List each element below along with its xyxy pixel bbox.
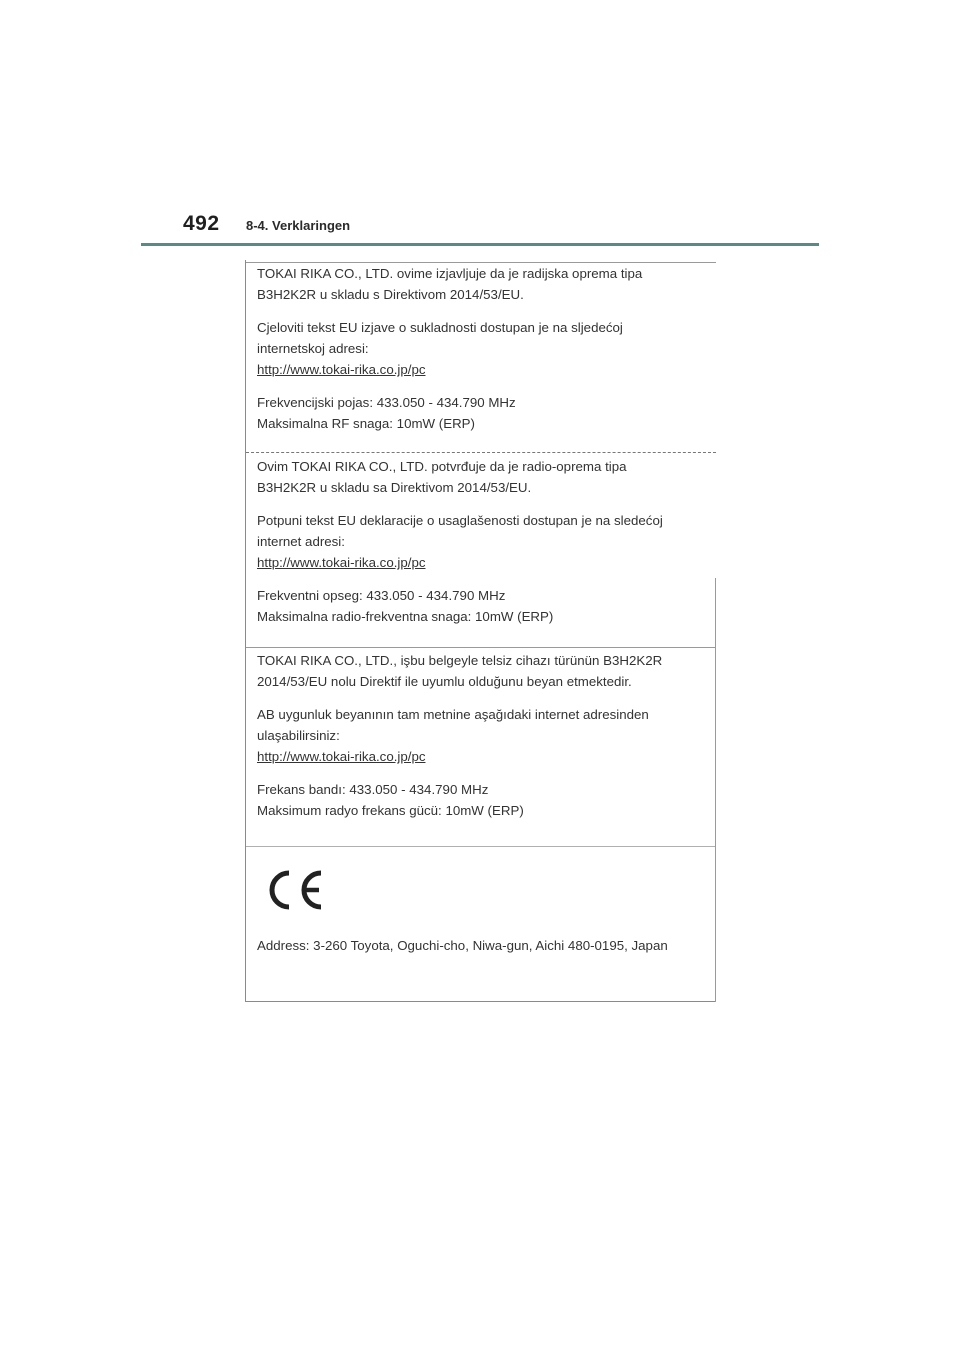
manufacturer-address: Address: 3-260 Toyota, Oguchi-cho, Niwa-gun, Aichi 480-0195, Japan xyxy=(257,938,668,953)
availability-line: AB uygunluk beyanının tam metnine aşağıdaki internet adresinden xyxy=(257,707,649,722)
statement-line: 2014/53/EU nolu Direktif ile uyumlu olduğunu beyan etmektedir. xyxy=(257,674,632,689)
page-number: 492 xyxy=(183,212,220,235)
statement-line: TOKAI RIKA CO., LTD. ovime izjavljuje da je radijska oprema tipa xyxy=(257,266,643,281)
declaration-croatian xyxy=(246,262,716,434)
box-right-border xyxy=(715,578,716,1002)
section-title: 8-4. Verklaringen xyxy=(246,218,351,233)
availability-line: Potpuni tekst EU deklaracije o usaglašenosti dostupan je na sledećoj xyxy=(257,513,663,528)
power-line: Maksimalna radio-frekventna snaga: 10mW (ERP) xyxy=(257,609,554,624)
ce-mark-icon xyxy=(262,867,326,913)
power-line: Maksimum radyo frekans gücü: 10mW (ERP) xyxy=(257,803,524,818)
availability-line: ulaşabilirsiniz: xyxy=(257,728,340,743)
availability-line: internet adresi: xyxy=(257,534,345,549)
declaration-link[interactable]: http://www.tokai-rika.co.jp/pc xyxy=(257,362,426,377)
header-rule xyxy=(141,243,819,246)
declaration-turkish xyxy=(246,647,716,821)
availability-line: internetskoj adresi: xyxy=(257,341,369,356)
ce-address-block xyxy=(246,846,716,1002)
declaration-serbian xyxy=(246,452,716,627)
frequency-line: Frekvencijski pojas: 433.050 - 434.790 MHz xyxy=(257,395,516,410)
statement-line: B3H2K2R u skladu sa Direktivom 2014/53/EU. xyxy=(257,480,532,495)
statement-line: TOKAI RIKA CO., LTD., işbu belgeyle telsiz cihazı türünün B3H2K2R xyxy=(257,653,663,668)
statement-line: B3H2K2R u skladu s Direktivom 2014/53/EU. xyxy=(257,287,524,302)
power-line: Maksimalna RF snaga: 10mW (ERP) xyxy=(257,416,475,431)
statement-line: Ovim TOKAI RIKA CO., LTD. potvrđuje da je radio-oprema tipa xyxy=(257,459,627,474)
frequency-line: Frekventni opseg: 433.050 - 434.790 MHz xyxy=(257,588,506,603)
availability-line: Cjeloviti tekst EU izjave o sukladnosti dostupan je na sljedećoj xyxy=(257,320,623,335)
frequency-line: Frekans bandı: 433.050 - 434.790 MHz xyxy=(257,782,489,797)
declaration-link[interactable]: http://www.tokai-rika.co.jp/pc xyxy=(257,555,426,570)
declaration-box xyxy=(245,260,716,1002)
declaration-link[interactable]: http://www.tokai-rika.co.jp/pc xyxy=(257,749,426,764)
